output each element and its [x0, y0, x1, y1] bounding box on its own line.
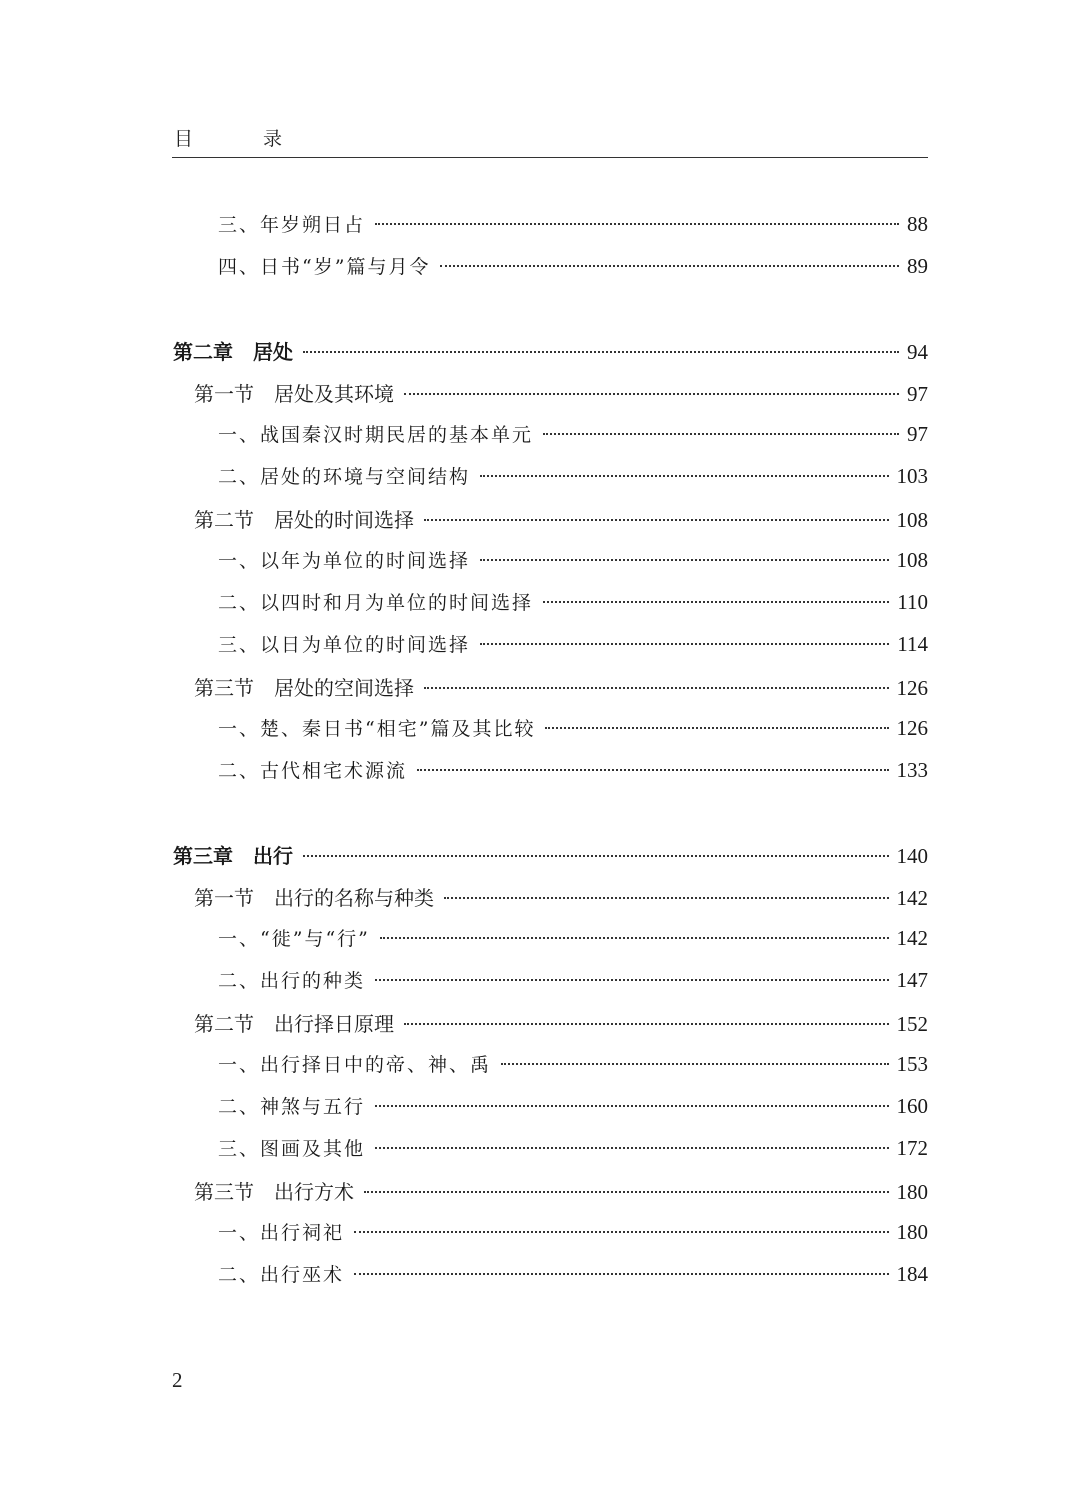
toc-section: [194, 504, 928, 536]
chapter-number: 第二章: [173, 340, 233, 364]
entry-number: 二、: [218, 592, 261, 614]
section-title: 出行的名称与种类: [274, 886, 434, 910]
section-number: 第二节: [194, 1012, 254, 1036]
toc-entry: [218, 756, 928, 788]
entry-number: 二、: [218, 760, 261, 782]
toc-entry: [218, 1260, 928, 1292]
entry-page-number: 147: [896, 968, 928, 992]
entry-title: 日书“岁”篇与月令: [260, 256, 431, 278]
toc-chapter: [173, 840, 928, 872]
section-title: 居处的空间选择: [274, 676, 414, 700]
dot-leader: [303, 855, 889, 857]
toc-entry: [218, 252, 928, 284]
entry-number: 二、: [218, 1264, 261, 1286]
entry-title: 出行择日中的帝、神、禹: [260, 1054, 492, 1076]
entry-page-number: 108: [896, 548, 928, 572]
dot-leader: [480, 475, 888, 477]
entry-page-number: 172: [896, 1136, 928, 1160]
toc-entry: [218, 210, 928, 242]
entry-title: 古代相宅术源流: [260, 760, 408, 782]
dot-leader: [380, 937, 889, 939]
entry-title: 以四时和月为单位的时间选择: [260, 592, 534, 614]
entry-title: 楚、秦日书“相宅”篇及其比较: [260, 718, 536, 740]
entry-title: 出行祠祀: [260, 1222, 345, 1244]
entry-page-number: 126: [896, 676, 928, 700]
dot-leader: [501, 1063, 888, 1065]
entry-title: 图画及其他: [260, 1138, 366, 1160]
header-rule: [172, 157, 928, 158]
entry-number: 二、: [218, 466, 261, 488]
dot-leader: [440, 265, 899, 267]
dot-leader: [364, 1191, 889, 1193]
dot-leader: [417, 769, 888, 771]
dot-leader: [424, 519, 889, 521]
entry-number: 二、: [218, 970, 261, 992]
entry-title: 居处的环境与空间结构: [260, 466, 471, 488]
chapter-title: 出行: [253, 844, 293, 868]
dot-leader: [480, 643, 889, 645]
entry-page-number: 153: [896, 1052, 928, 1076]
entry-title: 以日为单位的时间选择: [260, 634, 471, 656]
entry-page-number: 108: [896, 508, 928, 532]
toc-entry: [218, 1218, 928, 1250]
dot-leader: [543, 433, 899, 435]
dot-leader: [354, 1273, 888, 1275]
entry-page-number: 152: [896, 1012, 928, 1036]
entry-title: 以年为单位的时间选择: [260, 550, 471, 572]
section-title: 出行择日原理: [274, 1012, 394, 1036]
dot-leader: [424, 687, 889, 689]
entry-page-number: 140: [896, 844, 928, 868]
toc-entry: [218, 1050, 928, 1082]
dot-leader: [545, 727, 888, 729]
section-title: 居处及其环境: [274, 382, 394, 406]
entry-number: 三、: [218, 214, 261, 236]
toc-section: [194, 882, 928, 914]
entry-title: 出行的种类: [260, 970, 366, 992]
entry-title: “徙”与“行”: [260, 928, 370, 950]
toc-chapter: [173, 336, 928, 368]
dot-leader: [404, 393, 899, 395]
chapter-number: 第三章: [173, 844, 233, 868]
entry-page-number: 89: [907, 254, 928, 278]
chapter-title: 居处: [253, 340, 293, 364]
toc-entry: [218, 630, 928, 662]
entry-page-number: 160: [896, 1094, 928, 1118]
entry-page-number: 110: [897, 590, 928, 614]
dot-leader: [375, 979, 888, 981]
dot-leader: [375, 1147, 888, 1149]
entry-page-number: 97: [907, 382, 928, 406]
entry-number: 一、: [218, 1222, 261, 1244]
toc-entry: [218, 462, 928, 494]
toc-entry: [218, 420, 928, 452]
section-title: 居处的时间选择: [274, 508, 414, 532]
page-number-footer: 2: [172, 1368, 183, 1392]
toc-section: [194, 672, 928, 704]
entry-title: 神煞与五行: [260, 1096, 366, 1118]
entry-number: 一、: [218, 718, 261, 740]
entry-page-number: 133: [896, 758, 928, 782]
entry-number: 三、: [218, 634, 261, 656]
running-head: 目 录: [174, 128, 315, 150]
toc-entry: [218, 924, 928, 956]
section-number: 第二节: [194, 508, 254, 532]
dot-leader: [375, 223, 899, 225]
entry-number: 三、: [218, 1138, 261, 1160]
entry-page-number: 180: [896, 1180, 928, 1204]
section-number: 第一节: [194, 382, 254, 406]
toc-section: [194, 378, 928, 410]
dot-leader: [354, 1231, 888, 1233]
toc-entry: [218, 1134, 928, 1166]
entry-number: 一、: [218, 928, 261, 950]
dot-leader: [404, 1023, 889, 1025]
entry-page-number: 142: [896, 926, 928, 950]
dot-leader: [543, 601, 889, 603]
entry-page-number: 126: [896, 716, 928, 740]
dot-leader: [375, 1105, 888, 1107]
entry-page-number: 103: [896, 464, 928, 488]
entry-title: 战国秦汉时期民居的基本单元: [260, 424, 534, 446]
section-title: 出行方术: [274, 1180, 354, 1204]
entry-page-number: 180: [896, 1220, 928, 1244]
entry-number: 四、: [218, 256, 261, 278]
entry-number: 一、: [218, 550, 261, 572]
toc-entry: [218, 546, 928, 578]
entry-page-number: 184: [896, 1262, 928, 1286]
toc-entry: [218, 966, 928, 998]
entry-number: 一、: [218, 1054, 261, 1076]
entry-page-number: 88: [907, 212, 928, 236]
toc-section: [194, 1176, 928, 1208]
section-number: 第三节: [194, 676, 254, 700]
entry-page-number: 142: [896, 886, 928, 910]
dot-leader: [303, 351, 899, 353]
entry-page-number: 97: [907, 422, 928, 446]
entry-number: 一、: [218, 424, 261, 446]
toc-section: [194, 1008, 928, 1040]
section-number: 第一节: [194, 886, 254, 910]
entry-page-number: 114: [897, 632, 928, 656]
toc-entry: [218, 714, 928, 746]
entry-title: 出行巫术: [260, 1264, 345, 1286]
dot-leader: [444, 897, 889, 899]
toc-entry: [218, 1092, 928, 1124]
section-number: 第三节: [194, 1180, 254, 1204]
entry-title: 年岁朔日占: [260, 214, 366, 236]
entry-number: 二、: [218, 1096, 261, 1118]
toc-entry: [218, 588, 928, 620]
entry-page-number: 94: [907, 340, 928, 364]
dot-leader: [480, 559, 888, 561]
